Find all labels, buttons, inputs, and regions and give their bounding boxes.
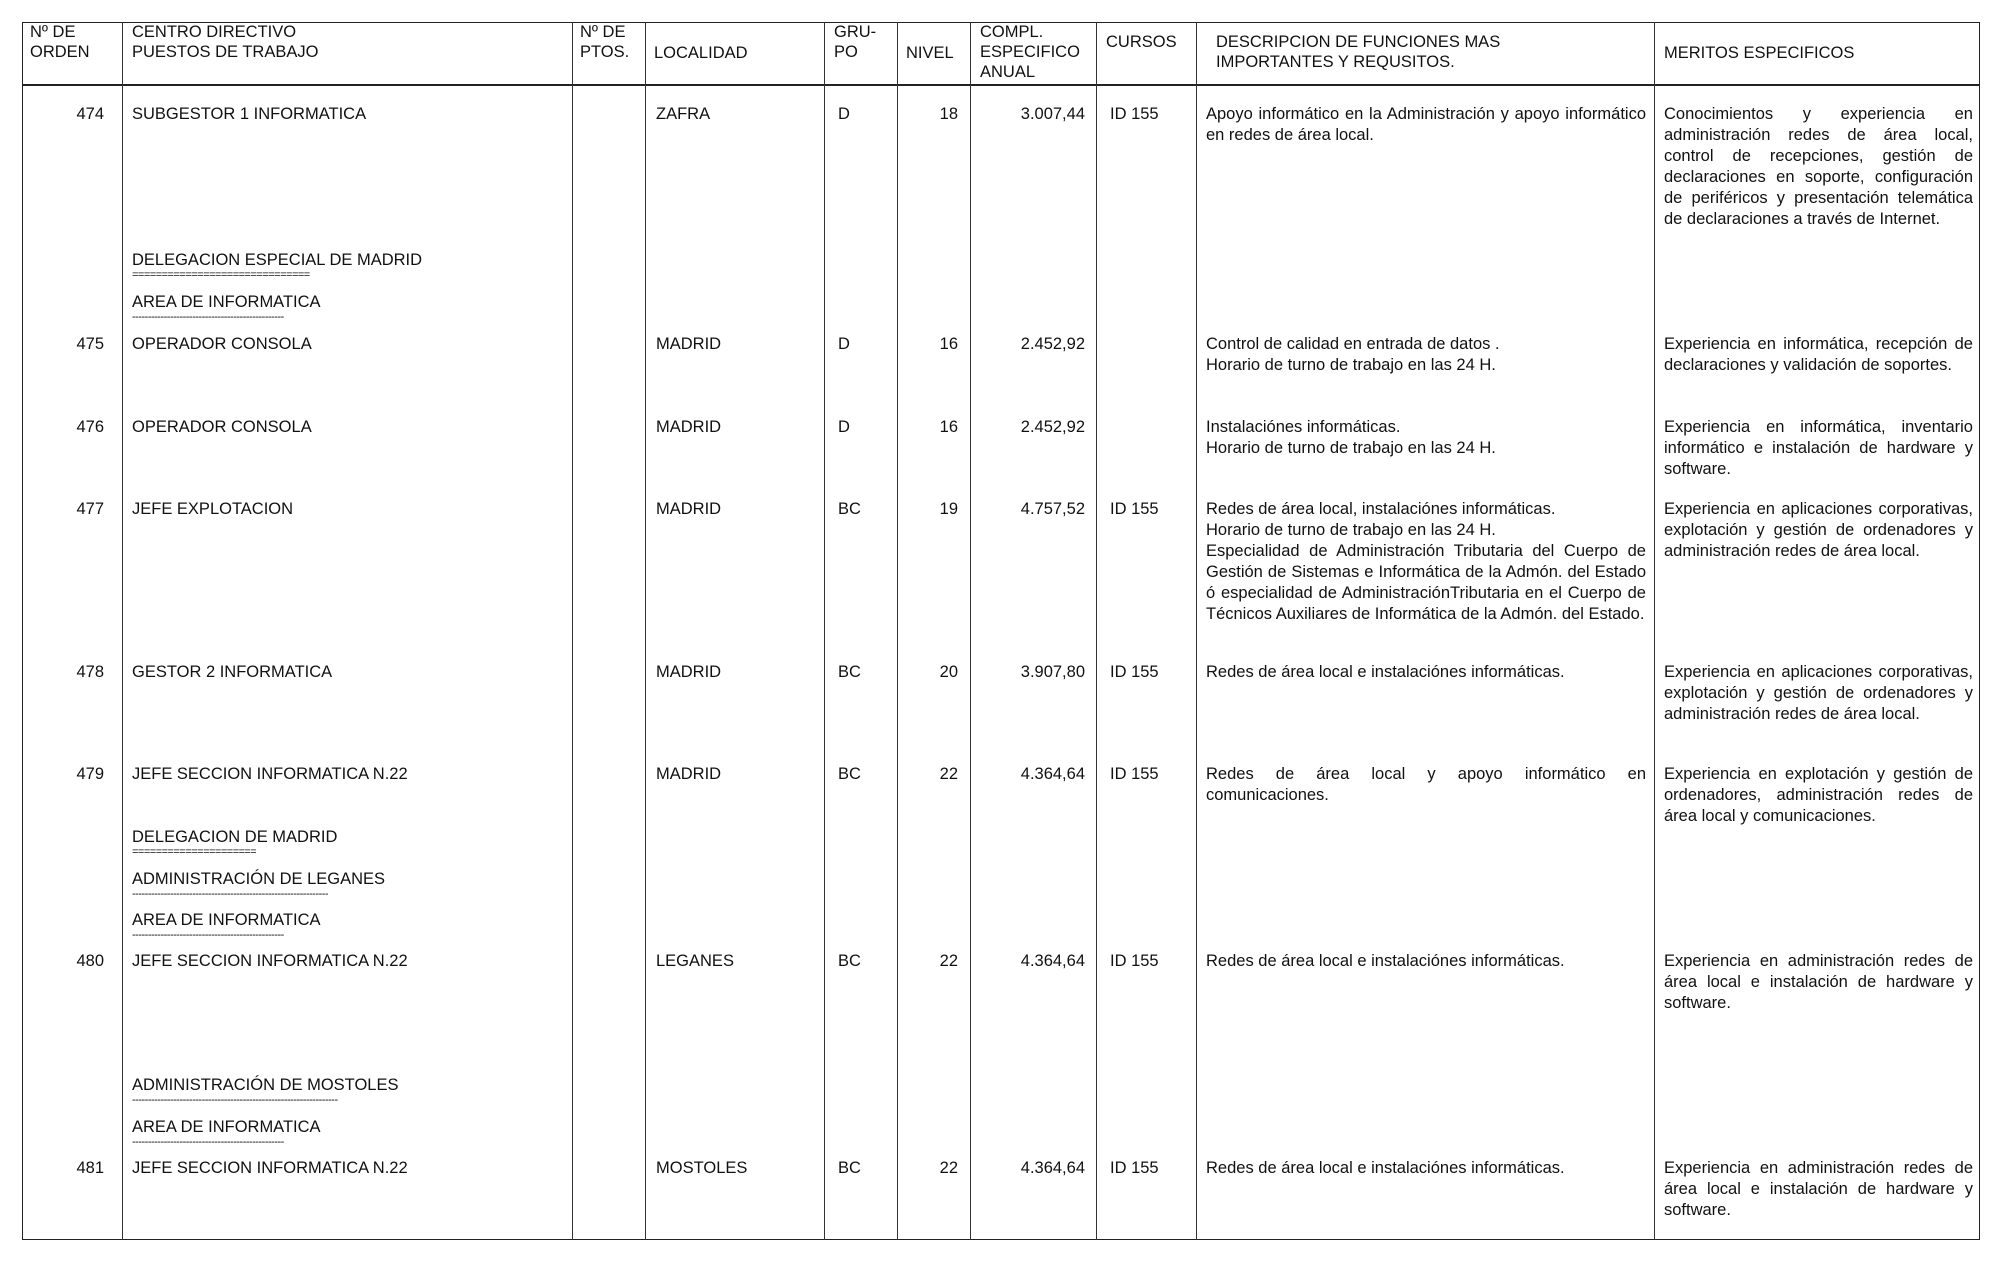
row-grupo: BC [838, 500, 861, 518]
row-grupo: D [838, 105, 850, 123]
row-nivel: 18 [939, 105, 958, 123]
row-compl: 3.907,80 [1020, 663, 1085, 681]
row-cursos: ID 155 [1110, 765, 1159, 783]
row-nivel: 20 [939, 663, 958, 681]
row-localidad: LEGANES [656, 952, 734, 970]
row-cursos: ID 155 [1110, 1159, 1159, 1177]
row-nivel: 22 [939, 952, 958, 970]
row-orden: 476 [76, 418, 104, 436]
row-grupo: BC [838, 663, 861, 681]
header-localidad: LOCALIDAD [654, 44, 748, 62]
section-underline: ===================== [132, 847, 257, 857]
row-compl: 4.364,64 [1020, 765, 1085, 783]
row-descripcion: Redes de área local e instalaciónes informáticas. [1206, 952, 1565, 970]
section-underline: ------------------------------------------------ [132, 930, 284, 940]
row-cursos: ID 155 [1110, 105, 1159, 123]
row-meritos: Experiencia en explotación y gestión de ordenadores, administración redes de área local y comunicaciones. [1664, 765, 1973, 825]
row-descripcion: Redes de área local y apoyo informático en comunicaciones. [1206, 765, 1646, 804]
column-divider [122, 22, 123, 1240]
row-compl: 2.452,92 [1020, 335, 1085, 353]
row-nivel: 19 [939, 500, 958, 518]
row-meritos: Conocimientos y experiencia en administración redes de área local, control de recepciones, gestión de declaraciones en soporte, configuración de periféricos y presentación telemática de declaraciones a través de Internet. [1664, 105, 1973, 228]
section-underline: ============================== [132, 270, 310, 280]
row-descripcion: Control de calidad en entrada de datos . Horario de turno de trabajo en las 24 H. [1206, 335, 1500, 374]
row-nivel: 22 [939, 1159, 958, 1177]
row-compl: 4.757,52 [1020, 500, 1085, 518]
column-divider [1196, 22, 1197, 1240]
row-puesto: OPERADOR CONSOLA [132, 418, 312, 436]
row-puesto: JEFE SECCION INFORMATICA N.22 [132, 1159, 408, 1177]
column-divider [897, 22, 898, 1240]
row-orden: 474 [76, 105, 104, 123]
row-localidad: MOSTOLES [656, 1159, 748, 1177]
row-orden: 475 [76, 335, 104, 353]
row-localidad: MADRID [656, 418, 722, 436]
row-nivel: 22 [939, 765, 958, 783]
row-compl: 4.364,64 [1020, 1159, 1085, 1177]
row-descripcion: Apoyo informático en la Administración y apoyo informático en redes de área local. [1206, 105, 1646, 144]
section-heading: AREA DE INFORMATICA [132, 293, 321, 311]
row-meritos: Experiencia en aplicaciones corporativas, explotación y gestión de ordenadores y administración redes de área local. [1664, 500, 1973, 560]
column-divider [645, 22, 646, 1240]
section-heading: AREA DE INFORMATICA [132, 911, 321, 929]
section-heading: ADMINISTRACIÓN DE MOSTOLES [132, 1076, 399, 1094]
row-descripcion: Redes de área local, instalaciónes informáticas. Horario de turno de trabajo en las 24 H. Especialidad de Administración Tributaria del Cuerpo de Gestión de Sistemas e Informática de la Admón. del Estado ó especialidad de AdministraciónTributaria en el Cuerpo de Técnicos Auxiliares de Informática de la Admón. del Estado. [1206, 500, 1646, 623]
column-divider [970, 22, 971, 1240]
section-heading: ADMINISTRACIÓN DE LEGANES [132, 870, 386, 888]
column-divider [1096, 22, 1097, 1240]
row-meritos: Experiencia en administración redes de área local e instalación de hardware y software. [1664, 952, 1973, 1012]
row-meritos: Experiencia en informática, inventario informático e instalación de hardware y software. [1664, 418, 1973, 478]
column-divider [1654, 22, 1655, 1240]
header-ptos: Nº DE PTOS. [580, 23, 630, 61]
row-orden: 477 [76, 500, 104, 518]
header-nivel: NIVEL [906, 44, 954, 62]
row-descripcion: Redes de área local e instalaciónes informáticas. [1206, 1159, 1565, 1177]
section-heading: DELEGACION DE MADRID [132, 828, 338, 846]
row-localidad: MADRID [656, 500, 722, 518]
row-compl: 2.452,92 [1020, 418, 1085, 436]
section-underline: ----------------------------------------------------------------- [132, 1095, 338, 1105]
row-grupo: BC [838, 765, 861, 783]
header-cursos: CURSOS [1106, 33, 1177, 51]
section-underline: ------------------------------------------------ [132, 312, 284, 322]
section-underline: -------------------------------------------------------------- [132, 889, 329, 899]
column-divider [824, 22, 825, 1240]
header-orden: Nº DE ORDEN [30, 23, 90, 61]
row-orden: 481 [76, 1159, 104, 1177]
row-grupo: D [838, 335, 850, 353]
row-localidad: MADRID [656, 335, 722, 353]
row-grupo: BC [838, 952, 861, 970]
header-divider [22, 84, 1980, 86]
row-orden: 480 [76, 952, 104, 970]
row-meritos: Experiencia en administración redes de área local e instalación de hardware y software. [1664, 1159, 1973, 1219]
row-meritos: Experiencia en informática, recepción de declaraciones y validación de soportes. [1664, 335, 1973, 374]
row-puesto: JEFE EXPLOTACION [132, 500, 294, 518]
row-cursos: ID 155 [1110, 500, 1159, 518]
row-nivel: 16 [939, 418, 958, 436]
section-heading: AREA DE INFORMATICA [132, 1118, 321, 1136]
row-grupo: D [838, 418, 850, 436]
row-compl: 3.007,44 [1020, 105, 1085, 123]
row-localidad: MADRID [656, 663, 722, 681]
row-puesto: GESTOR 2 INFORMATICA [132, 663, 333, 681]
row-puesto: OPERADOR CONSOLA [132, 335, 312, 353]
row-descripcion: Redes de área local e instalaciónes informáticas. [1206, 663, 1565, 681]
row-compl: 4.364,64 [1020, 952, 1085, 970]
row-meritos: Experiencia en aplicaciones corporativas, explotación y gestión de ordenadores y administración redes de área local. [1664, 663, 1973, 723]
row-nivel: 16 [939, 335, 958, 353]
column-divider [572, 22, 573, 1240]
header-grupo: GRU- PO [834, 23, 877, 61]
section-heading: DELEGACION ESPECIAL DE MADRID [132, 251, 423, 269]
row-localidad: ZAFRA [656, 105, 711, 123]
header-descripcion: DESCRIPCION DE FUNCIONES MAS IMPORTANTES Y REQUSITOS. [1216, 33, 1501, 71]
row-puesto: SUBGESTOR 1 INFORMATICA [132, 105, 367, 123]
header-centro: CENTRO DIRECTIVO PUESTOS DE TRABAJO [132, 23, 319, 61]
header-compl: COMPL. ESPECIFICO ANUAL [980, 23, 1080, 81]
row-puesto: JEFE SECCION INFORMATICA N.22 [132, 765, 408, 783]
row-cursos: ID 155 [1110, 663, 1159, 681]
header-meritos: MERITOS ESPECIFICOS [1664, 44, 1855, 62]
row-puesto: JEFE SECCION INFORMATICA N.22 [132, 952, 408, 970]
row-grupo: BC [838, 1159, 861, 1177]
row-orden: 478 [76, 663, 104, 681]
row-localidad: MADRID [656, 765, 722, 783]
row-cursos: ID 155 [1110, 952, 1159, 970]
row-descripcion: Instalaciónes informáticas. Horario de turno de trabajo en las 24 H. [1206, 418, 1496, 457]
section-underline: ------------------------------------------------ [132, 1137, 284, 1147]
row-orden: 479 [76, 765, 104, 783]
